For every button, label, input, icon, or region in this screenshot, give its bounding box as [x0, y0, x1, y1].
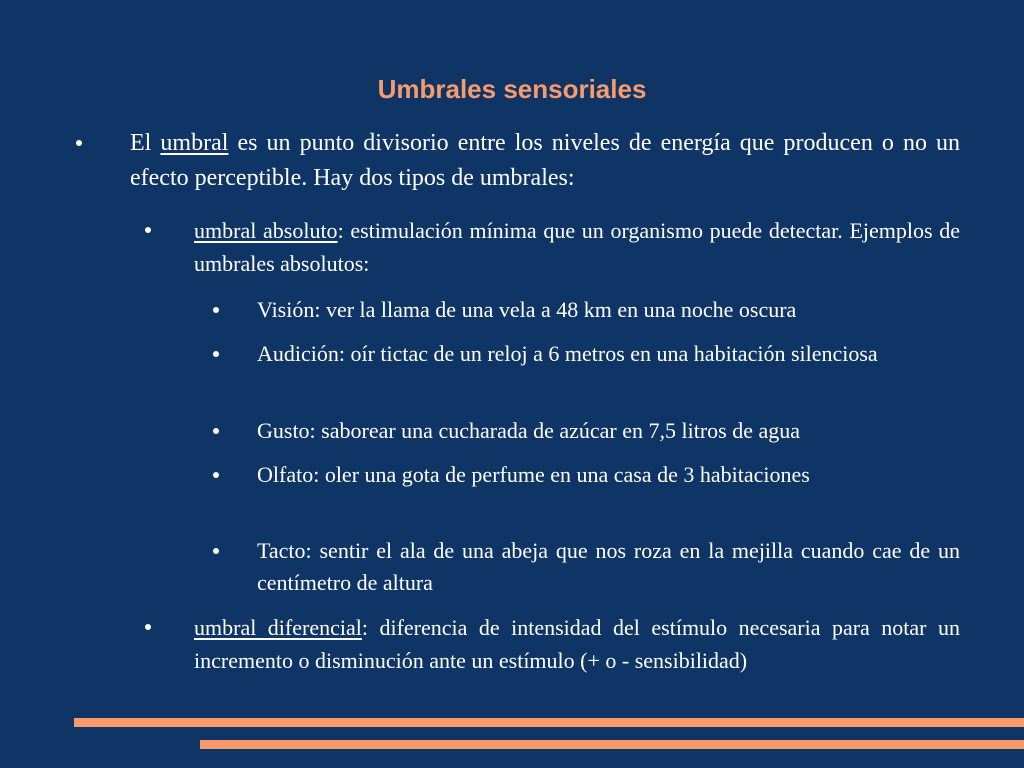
- decorative-bar-bottom: [200, 740, 1024, 749]
- example-text: Visión: ver la llama de una vela a 48 km en una noche oscura: [257, 297, 797, 322]
- bullet-dot-icon: [213, 428, 219, 434]
- absolute-text: : estimulación mínima que un organismo puede detectar. Ejemplos de umbrales absolutos:: [194, 218, 961, 276]
- bullet-dot-icon: [213, 307, 219, 313]
- term-umbral: umbral: [160, 130, 229, 156]
- example-vision: [257, 294, 960, 326]
- intro-prefix: El: [130, 130, 161, 156]
- bullet-absolute: [194, 214, 960, 280]
- bullet-dot-icon: [145, 624, 151, 630]
- slide-title: Umbrales sensoriales: [377, 74, 647, 104]
- bullet-dot-icon: [213, 472, 219, 478]
- example-text: Gusto: saborear una cucharada de azúcar en 7,5 litros de agua: [257, 418, 801, 443]
- bullet-dot-icon: [213, 548, 219, 554]
- term-umbral-absoluto: umbral absoluto: [194, 218, 338, 243]
- example-olfato: [257, 459, 960, 491]
- example-text: Audición: oír tictac de un reloj a 6 metros en una habitación silenciosa: [257, 341, 878, 366]
- term-umbral-diferencial: umbral diferencial: [194, 615, 362, 640]
- bullet-dot-icon: [213, 351, 219, 357]
- example-tacto: [257, 535, 960, 599]
- example-text: Tacto: sentir el ala de una abeja que nos roza en la mejilla cuando cae de un centímetro de altura: [257, 538, 960, 595]
- intro-text: es un punto divisorio entre los niveles de energía que producen o no un efecto perceptible. Hay dos tipos de umbrales:: [130, 130, 961, 191]
- example-gusto: [257, 415, 960, 447]
- bullet-differential: [194, 611, 960, 677]
- bullet-dot-icon: [76, 140, 82, 146]
- example-audicion: [257, 338, 960, 370]
- decorative-bar-top: [74, 718, 1024, 727]
- differential-text: : diferencia de intensidad del estímulo necesaria para notar un incremento o disminución ante un estímulo (+ o - sensibilidad): [194, 615, 960, 673]
- bullet-intro: [130, 126, 960, 196]
- example-text: Olfato: oler una gota de perfume en una casa de 3 habitaciones: [257, 462, 810, 487]
- bullet-dot-icon: [145, 227, 151, 233]
